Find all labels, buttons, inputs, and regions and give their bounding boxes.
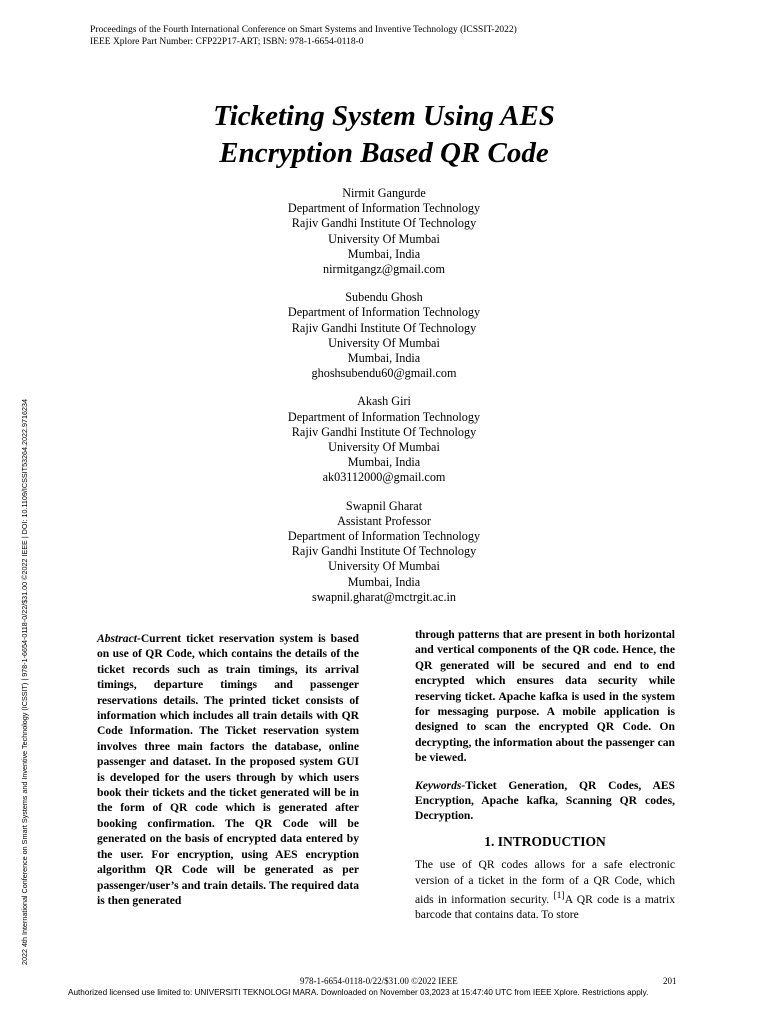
author-2 bbox=[0, 290, 768, 381]
author-affiliation: Department of Information Technology bbox=[287, 529, 481, 544]
introduction-paragraph bbox=[415, 857, 675, 922]
author-email[interactable]: nirmitgangz@gmail.com bbox=[323, 262, 445, 277]
footer-license-notice: Authorized licensed use limited to: UNIVERSITI TEKNOLOGI MARA. Downloaded on November 03,2023 at 15:47:40 UTC from IEEE Xplore. Restrictions apply. bbox=[68, 988, 649, 997]
author-affiliation: University Of Mumbai bbox=[328, 440, 440, 455]
keywords-text: Ticket Generation, QR Codes, AES Encryption, Apache kafka, Scanning QR codes, Decryption. bbox=[415, 778, 675, 823]
author-3 bbox=[0, 394, 768, 485]
author-affiliation: Rajiv Gandhi Institute Of Technology bbox=[291, 216, 477, 231]
author-name: Akash Giri bbox=[357, 394, 411, 409]
abstract-label: Abstract- bbox=[97, 632, 141, 645]
author-name: Nirmit Gangurde bbox=[342, 186, 426, 200]
abstract-paragraph bbox=[97, 631, 359, 908]
author-affiliation: Department of Information Technology bbox=[287, 305, 481, 320]
author-affiliation: Rajiv Gandhi Institute Of Technology bbox=[291, 544, 477, 559]
author-affiliation: Department of Information Technology bbox=[287, 201, 481, 216]
author-location: Mumbai, India bbox=[347, 246, 421, 261]
conference-header bbox=[90, 24, 517, 48]
author-name: Swapnil Gharat bbox=[345, 498, 423, 513]
abstract-continuation: through patterns that are present in both horizontal and vertical components of the QR code. Hence, the QR generated will be secured and end to end encrypted which ensures data security while reserving ticket. Apache kafka is used in the system for messaging purpose. A mobile application is designed to scan the encrypted QR Code. On decrypting, the information about the passenger can be viewed. bbox=[415, 628, 675, 765]
author-4 bbox=[0, 499, 768, 605]
author-affiliation: University Of Mumbai bbox=[328, 335, 440, 350]
author-1 bbox=[0, 186, 768, 277]
abstract-column-left bbox=[97, 631, 359, 908]
author-affiliation: Rajiv Gandhi Institute Of Technology bbox=[291, 424, 477, 439]
intro-text-2: A QR code is a matrix barcode that contains data. To store bbox=[415, 892, 676, 922]
header-line-2: IEEE Xplore Part Number: CFP22P17-ART; ISBN: 978-1-6654-0118-0 bbox=[90, 37, 364, 47]
author-affiliation: Rajiv Gandhi Institute Of Technology bbox=[291, 320, 477, 335]
author-affiliation: University Of Mumbai bbox=[328, 559, 440, 574]
author-email[interactable]: ghoshsubendu60@gmail.com bbox=[311, 366, 457, 381]
abstract-text: Current ticket reservation system is based on use of QR Code, which contains the details of the ticket records such as train timings, its arrival timings, departure timings and passenger reservations details. The printed ticket consists of information which includes all train details with QR Code Information. The Ticket reservation system involves three main factors the database, online passenger and dataset. In the proposed system GUI is developed for the users through by which users book their tickets and the ticket generated will be in the form of QR code which is generated after booking confirmation. The QR Code will be generated on the basis of encrypted data entered by the user. For encryption, using AES encryption algorithm QR Code will be generated as per passenger/user’s and train details. The required data is then generated bbox=[97, 632, 359, 907]
introduction-heading: 1. INTRODUCTION bbox=[484, 833, 606, 849]
author-email[interactable]: swapnil.gharat@mctrgit.ac.in bbox=[311, 589, 456, 604]
header-line-1: Proceedings of the Fourth International Conference on Smart Systems and Inventive Technology (ICSSIT-2022) bbox=[90, 25, 517, 35]
title-line-1: Ticketing System Using AES bbox=[213, 100, 555, 132]
intro-text-1: The use of QR codes allows for a safe electronic version of a ticket in the form of a QR Code, which aids in information security. bbox=[415, 858, 675, 906]
author-location: Mumbai, India bbox=[347, 574, 421, 589]
citation-ref: [1] bbox=[553, 890, 565, 902]
footer-copyright: 978-1-6654-0118-0/22/$31.00 ©2022 IEEE bbox=[300, 976, 458, 986]
abstract-column-right bbox=[415, 627, 675, 923]
author-affiliation: University Of Mumbai bbox=[328, 231, 440, 246]
author-name: Subendu Ghosh bbox=[345, 290, 423, 305]
title-line-2: Encryption Based QR Code bbox=[219, 137, 549, 169]
page-number: 201 bbox=[663, 976, 677, 986]
side-doi-text: 2022 4th International Conference on Smart Systems and Inventive Technology (ICSSIT) | 978-1-6654-0118-0/22/$31.00 ©2022 IEEE | DOI: 10.1109/ICSSIT53264.2022.9716234 bbox=[20, 398, 29, 965]
author-location: Mumbai, India bbox=[347, 351, 421, 366]
keywords-paragraph bbox=[415, 778, 675, 824]
author-email[interactable]: ak03112000@gmail.com bbox=[322, 470, 446, 485]
author-affiliation: Department of Information Technology bbox=[287, 409, 481, 424]
author-title: Assistant Professor bbox=[337, 513, 431, 528]
paper-title bbox=[0, 98, 768, 172]
author-block bbox=[0, 186, 768, 618]
author-location: Mumbai, India bbox=[347, 455, 421, 470]
keywords-label: Keywords- bbox=[415, 778, 466, 792]
